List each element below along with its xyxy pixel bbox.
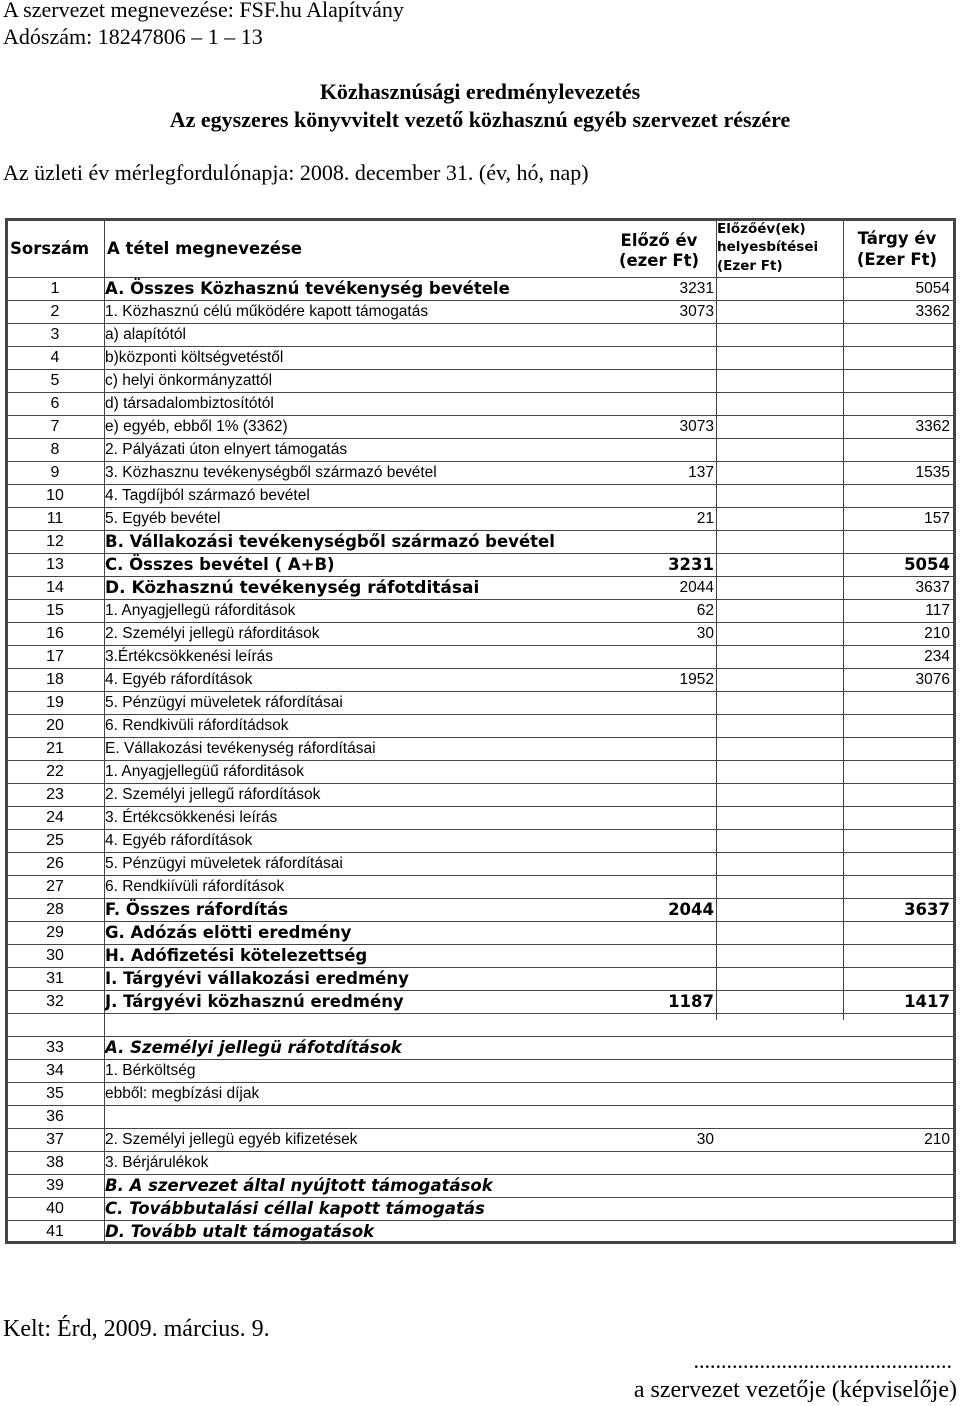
table-row [8, 484, 953, 507]
col-header-adjustments-2: helyesbítései [717, 239, 819, 255]
row-label: C. Összes bevétel ( A+B) [105, 555, 335, 574]
row-label: 4. Egyéb ráfordítások [105, 832, 253, 849]
row-label: C. Továbbutalási céllal kapott támogatás [105, 1199, 485, 1218]
table-row [8, 1036, 953, 1059]
row-prev-year-value: 62 [696, 602, 714, 619]
table-row [8, 944, 953, 967]
table-row [8, 1128, 953, 1151]
table-row [8, 507, 953, 530]
table-row [8, 277, 953, 300]
row-prev-year-value: 2044 [668, 900, 714, 919]
row-number: 19 [46, 694, 64, 711]
row-current-year-value: 117 [925, 602, 950, 619]
row-number: 15 [46, 602, 64, 619]
col-header-number: Sorszám [10, 239, 90, 258]
row-number: 21 [46, 740, 64, 757]
row-label: 1. Közhasznú célú működére kapott támogatás [105, 303, 429, 320]
row-prev-year-value: 3073 [679, 418, 714, 435]
table-row [8, 760, 953, 783]
row-current-year-value: 5054 [904, 555, 950, 574]
row-label: D. Tovább utalt támogatások [105, 1222, 375, 1241]
row-label: b)központi költségvetéstől [105, 349, 284, 366]
col-header-prev-year-unit: (ezer Ft) [618, 251, 700, 270]
table-row [8, 369, 953, 392]
col-header-current-year: Tárgy év [857, 229, 937, 248]
fiscal-year-line: Az üzleti év mérlegfordulónapja: 2008. december 31. (év, hó, nap) [3, 160, 589, 185]
row-number: 6 [50, 395, 60, 412]
row-current-year-value: 3637 [915, 579, 950, 596]
row-label: c) helyi önkormányzattól [105, 372, 273, 389]
row-number: 35 [46, 1085, 64, 1102]
row-current-year-value: 3637 [904, 900, 950, 919]
row-number: 11 [46, 510, 64, 527]
place-and-date: Kelt: Érd, 2009. március. 9. [3, 1316, 270, 1342]
row-label: 6. Rendkiívüli ráfordítások [105, 878, 285, 895]
table-row [8, 645, 953, 668]
table-row [8, 1197, 953, 1220]
col-header-adjustments: Előzőév(ek) [717, 221, 806, 237]
row-label: 2. Személyi jellegü egyéb kifizetések [105, 1131, 358, 1148]
table-row [8, 806, 953, 829]
table-row [8, 530, 953, 553]
row-label: J. Tárgyévi közhasznú eredmény [105, 992, 404, 1011]
row-number: 34 [46, 1062, 64, 1079]
row-number: 14 [46, 579, 64, 596]
table-header [8, 221, 953, 277]
row-current-year-value: 1535 [915, 464, 950, 481]
row-label: A. Személyi jellegü ráfotdítások [105, 1038, 402, 1057]
document-subtitle: Az egyszeres könyvvitelt vezető közhasznú egyéb szervezet részére [169, 107, 791, 132]
row-label: 1. Bérköltség [105, 1062, 196, 1079]
table-row [8, 898, 953, 921]
row-label: 6. Rendkivüli ráfordítádsok [105, 717, 289, 734]
table-row [8, 323, 953, 346]
row-number: 4 [50, 349, 60, 366]
row-prev-year-value: 3073 [679, 303, 714, 320]
table-row [8, 461, 953, 484]
row-prev-year-value: 30 [696, 625, 714, 642]
row-number: 31 [46, 970, 64, 987]
row-current-year-value: 5054 [915, 280, 950, 297]
row-number: 37 [46, 1131, 64, 1148]
row-number: 22 [46, 763, 64, 780]
col-header-prev-year: Előző év [620, 231, 698, 250]
table-row [8, 622, 953, 645]
document-title: Közhasznúsági eredménylevezetés [319, 79, 641, 104]
table-row [8, 392, 953, 415]
table-row [8, 852, 953, 875]
row-label: B. A szervezet által nyújtott támogatások [105, 1176, 493, 1195]
table-row [8, 346, 953, 369]
row-number: 23 [46, 786, 64, 803]
row-label: 1. Anyagjellegü ráforditások [105, 602, 296, 619]
row-number: 20 [46, 717, 64, 734]
row-label: D. Közhasznú tevékenység ráfotditásai [105, 578, 480, 598]
row-label: A. Összes Közhasznú tevékenység bevétele [105, 279, 510, 298]
table-row [8, 300, 953, 323]
col-header-adjustments-unit: (Ezer Ft) [717, 258, 783, 274]
row-number: 28 [46, 901, 64, 918]
row-number: 5 [50, 372, 60, 389]
row-current-year-value: 234 [924, 648, 950, 665]
table-row [8, 1105, 953, 1128]
row-number: 29 [46, 924, 64, 941]
income-statement-table [5, 218, 956, 1244]
row-prev-year-value: 30 [696, 1131, 714, 1148]
row-prev-year-value: 2044 [679, 579, 714, 596]
row-label: 3. Értékcsökkenési leírás [105, 809, 278, 826]
table-row [8, 921, 953, 944]
table-row [8, 829, 953, 852]
row-label: I. Tárgyévi vállakozási eredmény [105, 969, 409, 988]
row-label: 3. Bérjárulékok [105, 1154, 209, 1171]
row-label: 2. Személyi jellegü ráforditások [105, 625, 320, 642]
row-number: 41 [46, 1223, 64, 1240]
table-row [8, 415, 953, 438]
row-label: 5. Pénzügyi müveletek ráfordításai [105, 855, 343, 872]
row-label: 5. Egyéb bevétel [105, 510, 221, 527]
row-current-year-value: 3362 [915, 418, 950, 435]
row-prev-year-value: 137 [688, 464, 714, 481]
row-label: d) társadalombiztosítótól [105, 395, 274, 412]
row-prev-year-value: 1187 [668, 992, 714, 1011]
table-row [8, 1013, 953, 1036]
row-label: 4. Egyéb ráfordítások [105, 671, 253, 688]
table-row [8, 783, 953, 806]
table-row [8, 875, 953, 898]
row-current-year-value: 157 [924, 510, 950, 527]
row-current-year-value: 210 [924, 625, 950, 642]
table-row [8, 1220, 953, 1243]
table-row [8, 1174, 953, 1197]
table-row [8, 1082, 953, 1105]
row-number: 40 [46, 1200, 64, 1217]
table-row [8, 1059, 953, 1082]
row-number: 32 [46, 993, 64, 1010]
tax-id: Adószám: 18247806 – 1 – 13 [3, 24, 263, 49]
row-prev-year-value: 21 [696, 510, 714, 527]
row-number: 30 [46, 947, 64, 964]
row-label: G. Adózás elötti eredmény [105, 923, 352, 942]
row-number: 18 [46, 671, 64, 688]
row-prev-year-value: 1952 [679, 671, 714, 688]
row-number: 26 [46, 855, 64, 872]
row-prev-year-value: 3231 [679, 280, 714, 297]
column-divider [104, 221, 105, 1241]
col-header-name: A tétel megnevezése [107, 239, 302, 258]
row-label: 1. Anyagjellegüű ráforditások [105, 763, 305, 780]
row-label: B. Vállakozási tevékenységből származó bevétel [105, 532, 555, 551]
row-label: a) alapítótól [105, 326, 186, 343]
row-label: 2. Személyi jellegű ráfordítások [105, 786, 321, 803]
row-number: 27 [46, 878, 64, 895]
table-row [8, 599, 953, 622]
signature-role: a szervezet vezetője (képviselője) [633, 1377, 957, 1403]
table-row [8, 714, 953, 737]
row-label: H. Adófizetési kötelezettség [105, 946, 368, 965]
row-label: F. Összes ráfordítás [105, 900, 289, 919]
row-number: 12 [46, 533, 64, 550]
row-current-year-value: 3076 [915, 671, 950, 688]
row-number: 16 [46, 625, 64, 642]
row-number: 2 [50, 303, 60, 320]
table-row [8, 1151, 953, 1174]
row-number: 33 [46, 1039, 64, 1056]
row-current-year-value: 1417 [904, 992, 950, 1011]
row-label: E. Vállakozási tevékenység ráfordításai [105, 740, 376, 757]
table-row [8, 691, 953, 714]
table-row [8, 967, 953, 990]
table-row [8, 576, 953, 599]
row-label: ebből: megbízási díjak [105, 1085, 260, 1102]
row-current-year-value: 3362 [915, 303, 950, 320]
column-divider [716, 221, 717, 1020]
row-number: 38 [46, 1154, 64, 1171]
signature-line: ............................................... [693, 1348, 952, 1373]
row-label: 4. Tagdíjból származó bevétel [105, 487, 310, 504]
row-prev-year-value: 3231 [668, 555, 714, 574]
row-number: 10 [46, 487, 64, 504]
table-row [8, 737, 953, 760]
row-number: 9 [50, 464, 60, 481]
row-number: 8 [50, 441, 60, 458]
column-divider [843, 221, 844, 1020]
row-label: 5. Pénzügyi müveletek ráfordításai [105, 694, 343, 711]
row-number: 36 [46, 1108, 64, 1125]
row-current-year-value: 210 [924, 1131, 950, 1148]
row-number: 24 [46, 809, 64, 826]
row-number: 7 [50, 418, 60, 435]
row-label: 2. Pályázati úton elnyert támogatás [105, 441, 348, 458]
row-number: 39 [46, 1177, 64, 1194]
row-label: 3.Értékcsökkenési leírás [105, 648, 273, 665]
row-number: 13 [46, 556, 64, 573]
table-row [8, 438, 953, 461]
row-number: 1 [50, 280, 60, 297]
row-label: 3. Közhasznu tevékenységből származó bevétel [105, 464, 437, 481]
organization-name: A szervezet megnevezése: FSF.hu Alapítvány [3, 0, 404, 22]
table-row [8, 990, 953, 1013]
row-label: e) egyéb, ebből 1% (3362) [105, 418, 288, 435]
table-row [8, 668, 953, 691]
col-header-current-year-unit: (Ezer Ft) [856, 250, 938, 269]
table-row [8, 553, 953, 576]
row-number: 25 [46, 832, 64, 849]
row-number: 3 [50, 326, 60, 343]
row-number: 17 [46, 648, 64, 665]
